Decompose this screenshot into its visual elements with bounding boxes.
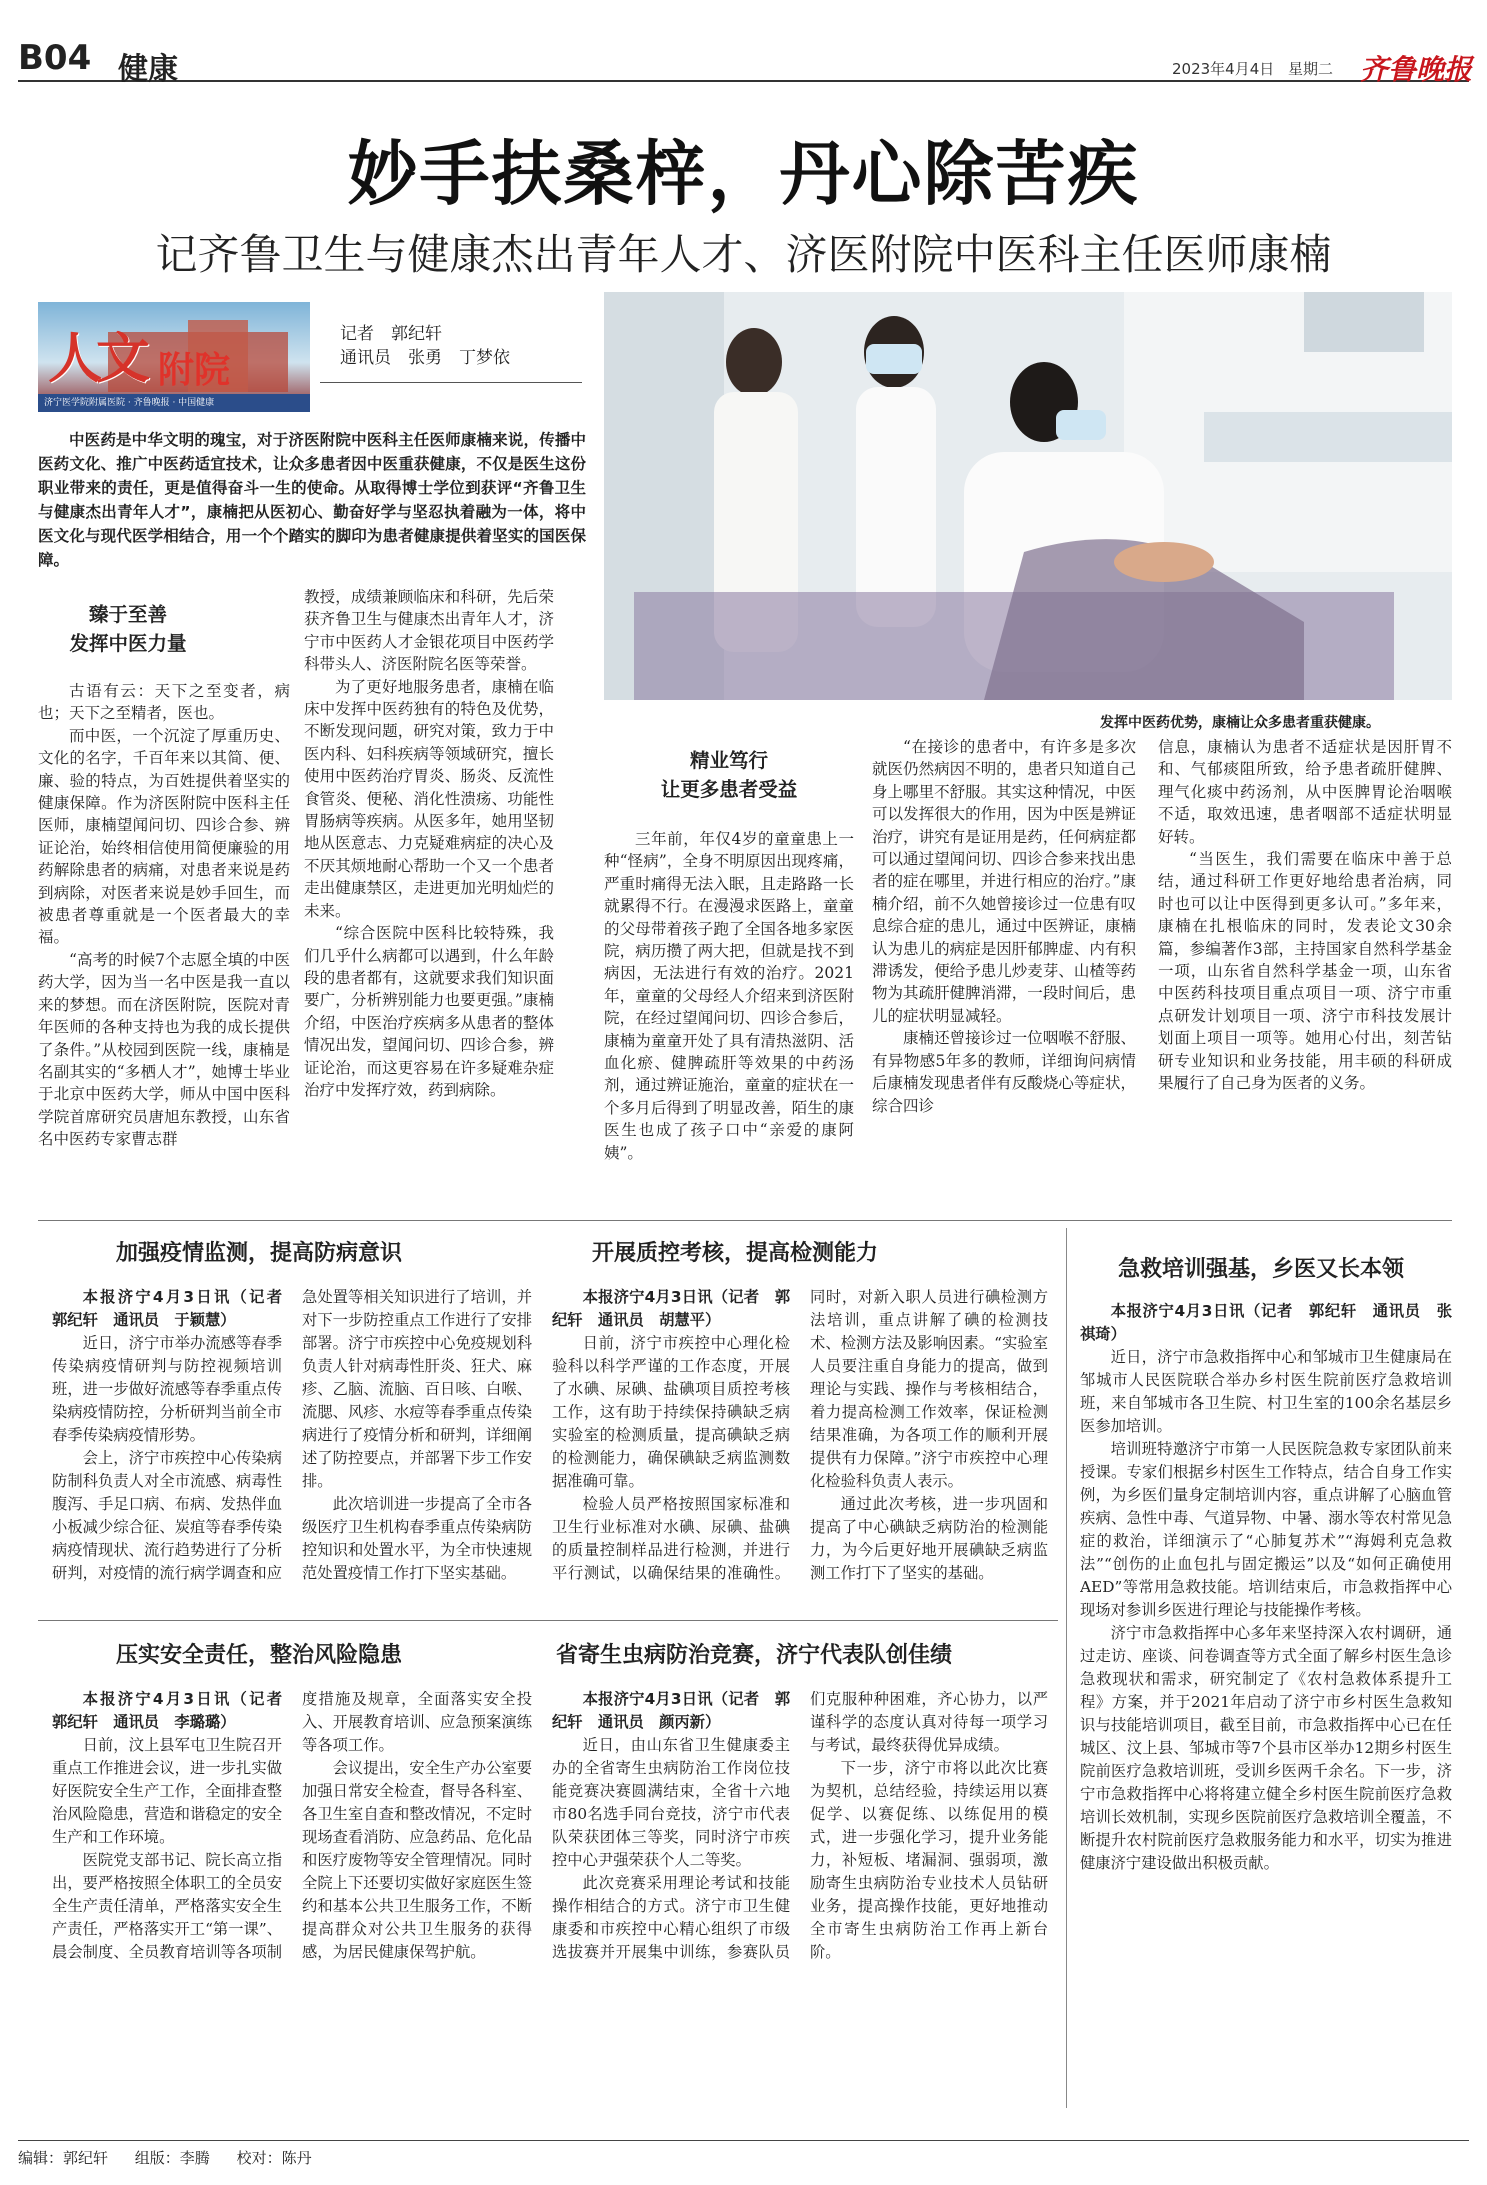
article-subheading-2-line-2: 让更多患者受益 <box>660 778 798 801</box>
headline: 妙手扶桑梓，丹心除苦疾 <box>347 132 1140 215</box>
article-paragraph: 教授，成绩兼顾临床和科研，先后荣获齐鲁卫生与健康杰出青年人才，济宁市中医药人才金银花项目中医药学科带头人、济医附院名医等荣誉。 <box>304 588 554 674</box>
column-logo-title-2: 附院 <box>158 350 231 391</box>
article-paragraph: “综合医院中医科比较特殊，我们几乎什么病都可以遇到，什么年龄段的患者都有，这就要求我们知识面要广，分析辨别能力也要更强。”康楠介绍，中医治疗疾病多从患者的整体情况出发，望闻问切、四诊合参，辨证论治，而这更容易在许多疑难杂症治疗中发挥疗效，药到病除。 <box>304 924 554 1099</box>
photo-illustration <box>604 292 1452 700</box>
brief-paragraph: 日前，济宁市疾控中心理化检验科以科学严谨的工作态度，开展了水碘、尿碘、盐碘项目质控考核工作，这有助于持续保持碘缺乏病实验室的检测质量，提高碘缺乏病的检测能力，确保碘缺乏病监测数据准确可靠。 <box>552 1334 790 1490</box>
photo-caption: 发挥中医药优势，康楠让众多患者重获健康。 <box>1100 715 1380 731</box>
footer-layout: 组版：李腾 <box>134 2149 210 2167</box>
article-paragraph: “当医生，我们需要在临床中善于总结，通过科研工作更好地给患者治病，同时也可以让中医得到更多认可。”多年来，康楠在扎根临床的同时，发表论文30余篇，参编著作3部，主持国家自然科学基金一项，山东省自然科学基金一项，山东省中医药科技项目重点项目一项、济宁市重点研发计划项目一项、济宁市科技发展计划面上项目一项等。她用心付出，刻苦钻研专业知识和业务技能，用丰硕的科研成果履行了自己身为医者的义务。 <box>1158 850 1452 1093</box>
article-paragraph: 三年前，年仅4岁的童童患上一种“怪病”，全身不明原因出现疼痛，严重时痛得无法入眠，且走路路一长就累得不行。在漫漫求医路上，童童的父母带着孩子跑了全国各地多家医院，病历攒了两大把，但就是找不到病因，无法进行有效的治疗。2021年，童童的父母经人介绍来到济医附院，在经过望闻问切、四诊合参后，康楠为童童开处了具有清热滋阴、活血化瘀、健脾疏肝等效果的中药汤剂，通过辨证施治，童童的症状在一个多月后得到了明显改善，陌生的康医生也成了孩子口中“亲爱的康阿姨”。 <box>604 830 854 1162</box>
article-paragraph: “在接诊的患者中，有许多是多次就医仍然病因不明的，患者只知道自己身上哪里不舒服。其实这种情况，中医可以发挥很大的作用，因为中医是辨证治疗，讲究有是证用是药，任何病症都可以通过望闻问切、四诊合参来找出患者的症在哪里，并进行相应的治疗。”康楠介绍，前不久她曾接诊过一位患有叹息综合症的患儿，通过中医辨证，康楠认为患儿的病症是因肝郁脾虚、内有积滞诱发，便给予患儿炒麦芽、山楂等药物为其疏肝健脾消滞，一段时间后，患儿的症状明显减轻。 <box>872 738 1136 1025</box>
brief-paragraph: 培训班特邀济宁市第一人民医院急救专家团队前来授课。专家们根据乡村医生工作特点，结合自身工作实例，为乡医们量身定制培训内容，重点讲解了心脑血管疾病、急性中毒、气道异物、中暑、溺水等农村常见急症的救治，详细演示了“心肺复苏术”“海姆利克急救法”“创伤的止血包扎与固定搬运”以及“如何正确使用AED”等常用急救技能。培训结束后，市急救指挥中心现场对参训乡医进行理论与技能操作考核。 <box>1080 1440 1452 1619</box>
brief-title: 加强疫情监测，提高防病意识 <box>116 1241 403 1266</box>
column-logo <box>38 302 310 412</box>
issue-date: 2023年4月4日 <box>1172 60 1275 78</box>
article-paragraph: 信息，康楠认为患者不适症状是因肝胃不和、气郁痰阻所致，给予患者疏肝健脾、理气化痰中药汤剂，从中医脾胃论治咽喉不适，取效迅速，患者咽部不适症状明显好转。 <box>1158 738 1452 846</box>
article-photo <box>604 292 1452 700</box>
brief-title: 省寄生虫病防治竞赛，济宁代表队创佳绩 <box>556 1643 953 1668</box>
brief-paragraph: 济宁市急救指挥中心多年来坚持深入农村调研，通过走访、座谈、问卷调查等方式全面了解乡村医生急诊急救现状和需求，研究制定了《农村急救体系提升工程》方案，并于2021年启动了济宁市乡村医生急救知识与技能培训项目，截至目前，市急救指挥中心已在任城区、汶上县、邹城市等7个县市区举办12期乡村医生院前医疗急救培训班，受训乡医两千余名。下一步，济宁市急救指挥中心将将建立健全乡村医生院前医疗急救培训长效机制，实现乡医院前医疗急救培训全覆盖，不断提升农村院前医疗急救服务能力和水平，切实为推进健康济宁建设做出积极贡献。 <box>1080 1624 1452 1872</box>
byline-reporter: 记者 郭纪轩 <box>340 324 442 344</box>
brief-lead: 本报济宁4月3日讯（记者 郭纪轩 通讯员 李璐璐） <box>52 1690 298 1731</box>
article-column-4 <box>872 736 1136 1117</box>
brief-paragraph: 下一步，济宁市将以此次比赛为契机，总结经验，持续运用以赛促学、以赛促练、以练促用的模式，进一步强化学习，提升业务能力，补短板、堵漏洞、强弱项，激励寄生虫病防治专业技术人员钻研业务，提高操作技能，更好地推动全市寄生虫病防治工作再上新台阶。 <box>810 1759 1048 1961</box>
byline <box>340 322 510 370</box>
article-paragraph: 古语有云：天下之至变者，病也；天下之至精者，医也。 <box>38 682 290 723</box>
brief-title: 开展质控考核，提高检测能力 <box>592 1241 879 1266</box>
page-footer <box>18 2140 1469 2168</box>
footer-proofreader: 校对：陈丹 <box>236 2149 312 2167</box>
article-column-5 <box>1158 736 1452 1095</box>
brief-paragraph: 会议提出，安全生产办公室要加强日常安全检查，督导各科室、各卫生室自查和整改情况，不定时现场查看消防、应急药品、危化品和医疗废物等安全管理情况。同时全院上下还要切实做好家庭医生签约和基本公共卫生服务工作，不断提高群众对公共卫生服务的获得感，为居民健康保驾护航。 <box>302 1759 532 1961</box>
page-number: B04 <box>18 38 92 78</box>
brief-lead: 本报济宁4月3日讯（记者 郭纪轩 通讯员 于颖慧） <box>52 1288 298 1329</box>
brief-title: 急救培训强基，乡医又长本领 <box>1118 1257 1405 1282</box>
brief-paragraph: 会上，济宁市疾控中心传染病防制科负责人对全市流感、病毒性腹泻、手足口病、布病、发热伴血小板减少综合征、炭疽等春季传染病疫情现状、流行趋势进行了分析研判，对疫情的流行病学调查和应急处置等相关知识进行了培训，并对下一步防控重点工作进行了安排部署。济宁市疾控中心免疫规划科负责人针对病毒性肝炎、狂犬、麻疹、乙脑、流脑、百日咳、白喉、流腮、风疹、水痘等春季重点传染病进行了疫情分析和研判，详细阐述了防控要点，并部署下步工作安排。 <box>52 1288 532 1582</box>
section-name: 健康 <box>118 52 178 87</box>
article-subheading-2 <box>604 746 854 804</box>
brief-paragraph: 此次竞赛采用理论考试和技能操作相结合的方式。济宁市卫生健康委和市疾控中心精心组织了市级选拔赛并开展集中训练，参赛队员们克服种种困难，齐心协力，以严谨科学的态度认真对待每一项学习与考试，最终获得优异成绩。 <box>552 1690 1048 1961</box>
article-paragraph: 康楠还曾接诊过一位咽喉不舒服、有异物感5年多的教师，详细询问病情后康楠发现患者伴有反酸烧心等症状，综合四诊 <box>872 1029 1136 1115</box>
byline-rule <box>320 382 582 383</box>
article-subheading-1-line-1: 臻于至善 <box>88 603 167 626</box>
article-paragraph: 而中医，一个沉淀了厚重历史、文化的名字，千百年来以其简、便、廉、验的特点，为百姓提供着坚实的健康保障。作为济医附院中医科主任医师，康楠望闻问切、四诊合参、辨证论治，始终相信使用简便廉验的用药解除患者的病痛，对患者来说是药到病除，对医者来说是妙手回生，而被患者尊重就是一个医者最大的幸福。 <box>38 726 290 947</box>
brief-lead: 本报济宁4月3日讯（记者 郭纪轩 通讯员 张祺琦） <box>1080 1302 1452 1343</box>
brief-paragraph: 日前，汶上县军屯卫生院召开重点工作推进会议，进一步扎实做好医院安全生产工作，全面排查整治风险隐患，营造和谐稳定的安全生产和工作环境。 <box>52 1736 282 1846</box>
brief-body <box>52 1688 532 2128</box>
footer-editor: 编辑：郭纪轩 <box>18 2149 109 2167</box>
article-column-1 <box>38 680 290 1151</box>
section-divider <box>38 1220 1452 1221</box>
brief-lead: 本报济宁4月3日讯（记者 郭纪轩 通讯员 颜丙新） <box>552 1690 790 1731</box>
subheadline: 记齐鲁卫生与健康杰出青年人才、济医附院中医科主任医师康楠 <box>155 230 1332 279</box>
byline-correspondents: 通讯员 张勇 丁梦依 <box>340 348 510 368</box>
brief-body <box>1080 1300 1452 2128</box>
brief-paragraph: 近日，济宁市举办流感等春季传染病疫情研判与防控视频培训班，进一步做好流感等春季重点传染病疫情防控，分析研判当前全市春季传染病疫情形势。 <box>52 1334 282 1444</box>
article-subheading-2-line-1: 精业笃行 <box>689 749 768 772</box>
brief-paragraph: 通过此次考核，进一步巩固和提高了中心碘缺乏病防治的检测能力，为今后更好地开展碘缺乏病监测工作打下了坚实的基础。 <box>810 1495 1048 1582</box>
article-paragraph: “高考的时候7个志愿全填的中医药大学，因为当一名中医是我一直以来的梦想。而在济医附院，医院对青年医师的各种支持也为我的成长提供了条件。”从校园到医院一线，康楠是名副其实的“多栖人才”，她博士毕业于北京中医药大学，师从中国中医科学院首席研究员唐旭东教授，山东省名中医药专家曹志群 <box>38 950 290 1149</box>
article-intro: 中医药是中华文明的瑰宝，对于济医附院中医科主任医师康楠来说，传播中医药文化、推广中医药适宜技术，让众多患者因中医重获健康，不仅是医生这份职业带来的责任，更是值得奋斗一生的使命。从取得博士学位到获评“齐鲁卫生与健康杰出青年人才”，康楠把从医初心、勤奋好学与坚忍执着融为一体，将中医文化与现代医学相结合，用一个个踏实的脚印为患者健康提供着坚实的国医保障。 <box>38 431 586 569</box>
brief-paragraph: 检验人员严格按照国家标准和卫生行业标准对水碘、尿碘、盐碘的质量控制样品进行检测，并进行平行测试，以确保结果的准确性。同时，对新入职人员进行碘检测方法培训，重点讲解了碘的检测技术、检测方法及影响因素。“实验室人员要注重自身能力的提高，做到理论与实践、操作与考核相结合，着力提高检测工作效率，保证检测结果准确，为各项工作的顺利开展提供有力保障。”济宁市疾控中心理化检验科负责人表示。 <box>552 1288 1048 1582</box>
brief-body <box>552 1688 1048 2128</box>
article-column-3 <box>604 828 854 1164</box>
brief-body <box>52 1286 532 1608</box>
brief-body <box>552 1286 1048 1608</box>
brief-title: 压实安全责任，整治风险隐患 <box>116 1643 403 1668</box>
newspaper-logo: 齐鲁晚报 <box>1360 53 1473 86</box>
column-logo-strip: 济宁医学院附属医院 · 齐鲁晚报 · 中国健康 <box>38 394 310 412</box>
article-column-2 <box>304 586 554 1101</box>
brief-paragraph: 近日，由山东省卫生健康委主办的全省寄生虫病防治工作岗位技能竞赛决赛圆满结束，全省十六地市80名选手同台竞技，济宁市代表队荣获团体三等奖，同时济宁市疾控中心尹强荣获个人二等奖。 <box>552 1736 790 1869</box>
column-logo-title: 人文 <box>48 327 144 390</box>
column-divider <box>1066 1228 1067 2108</box>
article-subheading-1-line-2: 发挥中医力量 <box>69 632 187 655</box>
brief-paragraph: 此次培训进一步提高了全市各级医疗卫生机构春季重点传染病防控知识和处置水平，为全市快速规范处置疫情工作打下坚实基础。 <box>302 1495 532 1582</box>
brief-paragraph: 近日，济宁市急救指挥中心和邹城市卫生健康局在邹城市人民医院联合举办乡村医生院前医疗急救培训班，来自邹城市各卫生院、村卫生室的100余名基层乡医参加培训。 <box>1080 1348 1452 1435</box>
brief-paragraph: 医院党支部书记、院长高立指出，要严格按照全体职工的全员安全生产责任清单，严格落实安全生产责任，严格落实开工“第一课”、晨会制度、全员教育培训等各项制度措施及规章，全面落实安全投入、开展教育培训、应急预案演练等各项工作。 <box>52 1690 532 1961</box>
article-paragraph: 为了更好地服务患者，康楠在临床中发挥中医药独有的特色及优势，不断发现问题，研究对策，致力于中医内科、妇科疾病等领域研究，擅长使用中医药治疗胃炎、肠炎、反流性食管炎、便秘、消化性溃疡、功能性胃肠病等疾病。从医多年，她用坚韧地从医意志、力克疑难病症的决心及不厌其烦地耐心帮助一个又一个患者走出健康禁区，走进更加光明灿烂的未来。 <box>304 677 554 920</box>
article-subheading-1 <box>38 600 218 658</box>
brief-lead: 本报济宁4月3日讯（记者 郭纪轩 通讯员 胡慧平） <box>552 1288 790 1329</box>
section-divider <box>38 1620 1058 1621</box>
issue-weekday: 星期二 <box>1288 60 1334 78</box>
